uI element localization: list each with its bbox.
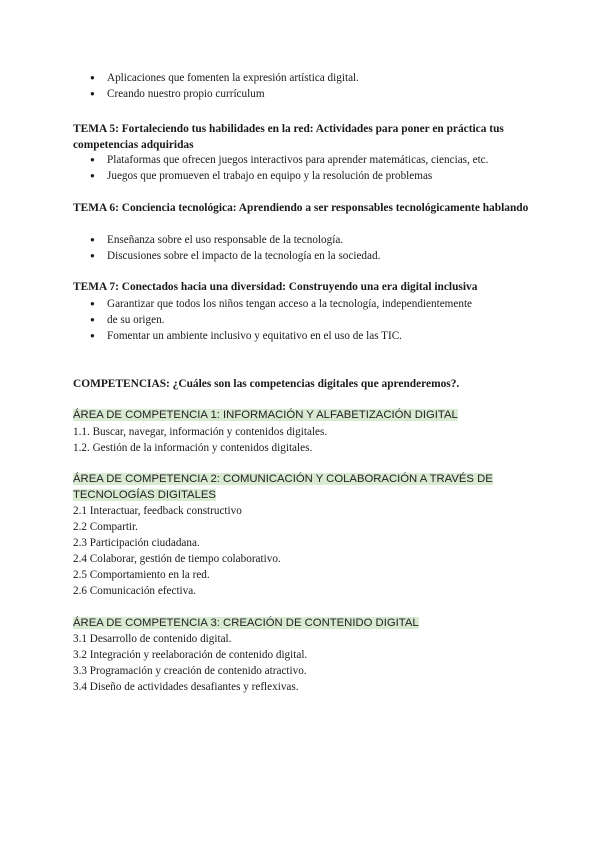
bullet-item: ● Creando nuestro propio currículum [90, 86, 359, 102]
competencias-heading: COMPETENCIAS: ¿Cuáles son las competencias digitales que aprenderemos?. [73, 378, 460, 390]
area-3-heading [73, 615, 533, 631]
area-2-list [73, 503, 281, 600]
bullet-item: ● de su origen. [90, 312, 472, 328]
bullet-item: ● Aplicaciones que fomenten la expresión artística digital. [90, 70, 359, 86]
area-2-heading [73, 471, 533, 503]
bullet-item: ● Fomentar un ambiente inclusivo y equitativo en el uso de las TIC. [90, 328, 472, 344]
competency-item: 3.4 Diseño de actividades desafiantes y reflexivas. [73, 681, 299, 694]
area-1-heading [73, 407, 533, 423]
tema-6-heading: TEMA 6: Conciencia tecnológica: Aprendiendo a ser responsables tecnológicamente hablando [73, 202, 529, 214]
area-3-list [73, 631, 307, 695]
tema-5-heading: TEMA 5: Fortaleciendo tus habilidades en la red: Actividades para poner en práctica tus competencias adquiridas [73, 123, 504, 151]
area-1-list [73, 424, 327, 456]
bullet-item: ● Garantizar que todos los niños tengan acceso a la tecnología, independientemente [90, 296, 472, 312]
competency-item: 1.1. Buscar, navegar, información y contenidos digitales. [73, 426, 328, 438]
area-2-heading-text: ÁREA DE COMPETENCIA 2: COMUNICACIÓN Y COLABORACIÓN A TRAVÉS DE TECNOLOGÍAS DIGITALES [73, 473, 493, 501]
competency-item: 3.2 Integración y reelaboración de contenido digital. [73, 649, 308, 662]
tema-6-bullet-list [90, 232, 380, 264]
area-3-heading-text: ÁREA DE COMPETENCIA 3: CREACIÓN DE CONTENIDO DIGITAL [73, 617, 419, 629]
competency-item: 2.1 Interactuar, feedback constructivo [73, 505, 242, 517]
competency-item: 2.6 Comunicación efectiva. [73, 585, 197, 598]
bullet-item: ● Discusiones sobre el impacto de la tecnología en la sociedad. [90, 248, 380, 264]
area-1-heading-text: ÁREA DE COMPETENCIA 1: INFORMACIÓN Y ALFABETIZACIÓN DIGITAL [73, 409, 458, 421]
competency-item: 3.3 Programación y creación de contenido atractivo. [73, 665, 307, 678]
competency-item: 1.2. Gestión de la información y contenidos digitales. [73, 442, 313, 455]
competency-item: 2.4 Colaborar, gestión de tiempo colaborativo. [73, 553, 281, 566]
bullet-item: ● Juegos que promueven el trabajo en equipo y la resolución de problemas [90, 168, 488, 184]
competency-item: 3.1 Desarrollo de contenido digital. [73, 633, 232, 645]
bullet-item: ● Plataformas que ofrecen juegos interactivos para aprender matemáticas, ciencias, etc. [90, 152, 488, 168]
tema-5-bullet-list [90, 152, 488, 184]
competency-item: 2.2 Compartir. [73, 521, 138, 534]
competency-item: 2.5 Comportamiento en la red. [73, 569, 210, 582]
competency-item: 2.3 Participación ciudadana. [73, 537, 200, 550]
tema-7-heading: TEMA 7: Conectados hacia una diversidad: Construyendo una era digital inclusiva [73, 281, 478, 293]
tema-7-bullet-list [90, 296, 472, 344]
bullet-item: ● Enseñanza sobre el uso responsable de la tecnología. [90, 232, 380, 248]
intro-bullet-list [90, 70, 359, 102]
